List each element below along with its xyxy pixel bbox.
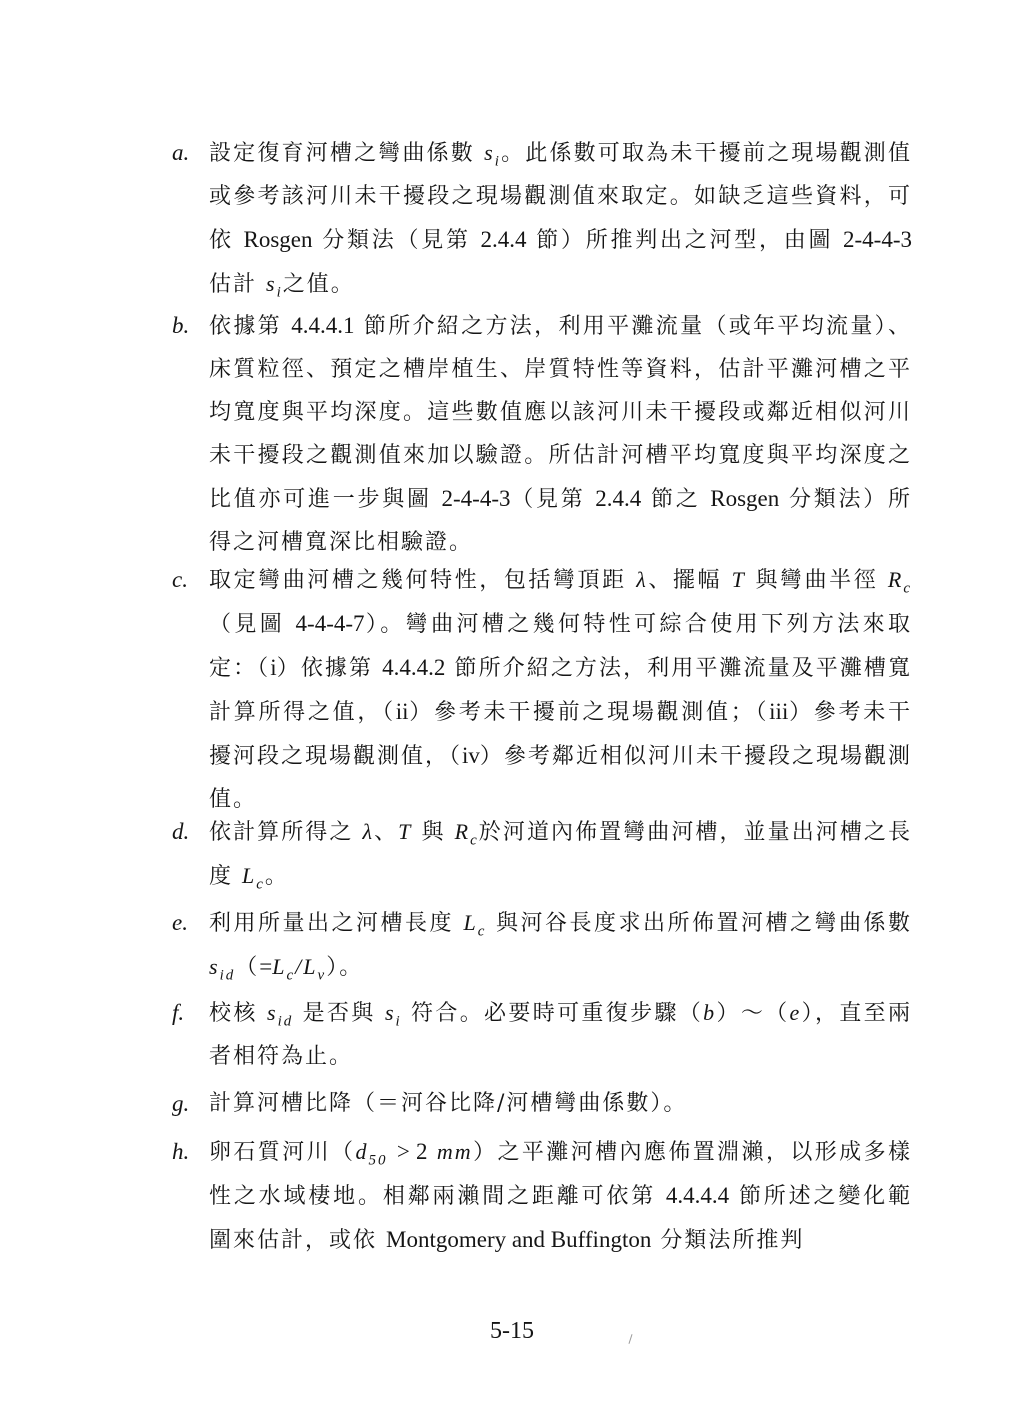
item-text: 依據第 4.4.4.1 節所介紹之方法，利用平灘流量（或年平均流量）、床質粒徑、預定之槽岸植生、岸質特性等資料，估計平灘河槽之平均寬度與平均深度。這些數值應以該河川未干擾段或鄰近相似河川未干擾段之觀測值來加以驗證。所估計河槽平均寬度與平均深度之比值亦可進一步與圖 2-4-4-3（見第 2.4.4 節之 Rosgen 分類法）所得之河槽寬深比相驗證。 [209,313,912,555]
item-text: 設定復育河槽之彎曲係數 $s_i$。此係數可取為未干擾前之現場觀測值或參考該河川未干擾段之現場觀測值來取定。如缺乏這些資料，可依 Rosgen 分類法（見第 2.4.4 節）所推判出之河型，由圖 2-4-4-3 估計 $s_i$之值。 [209,140,912,301]
item-text: 計算河槽比降（＝河谷比降/河槽彎曲係數）。 [209,1091,688,1116]
item-marker: h. [172,1139,190,1164]
item-text: 依計算所得之 λ、T 與 $R_c$於河道內佈置彎曲河槽，並量出河槽之長度 $L_c$。 [209,819,912,893]
item-marker: b. [172,313,190,338]
item-marker: a. [172,140,190,165]
item-text: 卵石質河川（$d_{50} > 2$ mm）之平灘河槽內應佈置淵瀨，以形成多樣性之水域棲地。相鄰兩瀨間之距離可依第 4.4.4.4 節所述之變化範圍來估計，或依 Montgomery and Buffington 分類法所推判 [209,1139,912,1253]
item-marker: e. [172,910,188,935]
item-text: 取定彎曲河槽之幾何特性，包括彎頂距 λ、擺幅 T 與彎曲半徑 $R_c$（見圖 4-4-4-7）。彎曲河槽之幾何特性可綜合使用下列方法來取定：（i）依據第 4.4.4.2 節所介紹之方法，利用平灘流量及平灘槽寬計算所得之值，（ii）參考未干擾前之現場觀測值；（iii）參考未干擾河段之現場觀測值，（iv）參考鄰近相似河川未干擾段之現場觀測值。 [209,567,912,812]
item-marker: g. [172,1091,190,1116]
page-number: 5-15 [490,1318,534,1344]
item-text: 利用所量出之河槽長度 $L_c$ 與河谷長度求出所佈置河槽之彎曲係數 $s_{id}(=L_c/L_v)$。 [209,910,912,984]
item-marker: d. [172,819,190,844]
item-marker: f. [172,1000,185,1025]
item-marker: c. [172,567,188,592]
item-text: 校核 $s_{id}$ 是否與 $s_i$ 符合。必要時可重復步驟（b）～（e），直至兩者相符為止。 [209,1000,912,1069]
